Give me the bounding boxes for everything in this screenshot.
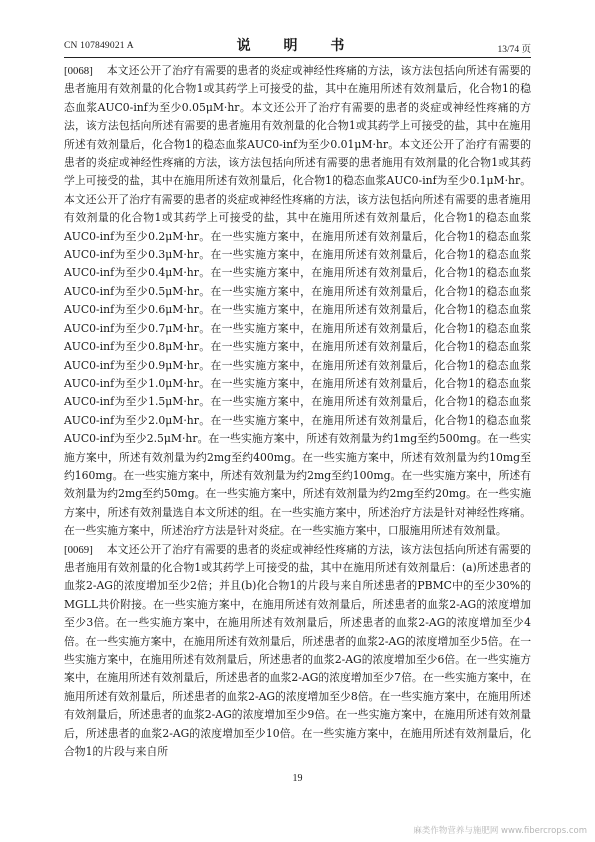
- paragraph-0069: [64, 541, 531, 762]
- page-header: [64, 34, 531, 56]
- document-title: 说 明 书: [236, 38, 359, 54]
- page-number: 19: [292, 773, 303, 784]
- patent-number: CN 107849021 A: [64, 41, 134, 51]
- document-body: [64, 62, 531, 761]
- paragraph-0068: [64, 62, 531, 541]
- paragraph-number: [0069]: [64, 543, 93, 556]
- site-watermark: 麻类作物营养与施肥网 www.fibercrops.com: [413, 826, 587, 836]
- page-of-total: 13/74 页: [497, 45, 531, 55]
- paragraph-text: 本文还公开了治疗有需要的患者的炎症或神经性疼痛的方法，该方法包括向所述有需要的患者施用有效剂量的化合物1或其药学上可接受的盐，其中在施用所述有效剂量后：(a)所述患者的血浆2-AG的浓度增加至少2倍；并且(b)化合物1的片段与来自所述患者的PBMC中的至少30%的MGLL共价附接。在一些实施方案中，在施用所述有效剂量后，所述患者的血浆2-AG的浓度增加至少3倍。在一些实施方案中，在施用所述有效剂量后，所述患者的血浆2-AG的浓度增加至少4倍。在一些实施方案中，在施用所述有效剂量后，所述患者的血浆2-AG的浓度增加至少5倍。在一些实施方案中，在施用所述有效剂量后，所述患者的血浆2-AG的浓度增加至少6倍。在一些实施方案中，在施用所述有效剂量后，所述患者的血浆2-AG的浓度增加至少7倍。在一些实施方案中，在施用所述有效剂量后，所述患者的血浆2-AG的浓度增加至少8倍。在一些实施方案中，在施用所述有效剂量后，所述患者的血浆2-AG的浓度增加至少9倍。在一些实施方案中，在施用所述有效剂量后，所述患者的血浆2-AG的浓度增加至少10倍。在一些实施方案中，在施用所述有效剂量后，化合物1的片段与来自所: [64, 542, 531, 759]
- paragraph-number: [0068]: [64, 65, 93, 77]
- paragraph-text: 本文还公开了治疗有需要的患者的炎症或神经性疼痛的方法，该方法包括向所述有需要的患者施用有效剂量的化合物1或其药学上可接受的盐，其中在施用所述有效剂量后，化合物1的稳态血浆AUC0-inf为至少0.05μM·hr。本文还公开了治疗有需要的患者的炎症或神经性疼痛的方法，该方法包括向所述有需要的患者施用有效剂量的化合物1或其药学上可接受的盐，其中在施用所述有效剂量后，化合物1的稳态血浆AUC0-inf为至少0.01μM·hr。本文还公开了治疗有需要的患者的炎症或神经性疼痛的方法，该方法包括向所述有需要的患者施用有效剂量的化合物1或其药学上可接受的盐，其中在施用所述有效剂量后，化合物1的稳态血浆AUC0-inf为至少0.1μM·hr。本文还公开了治疗有需要的患者的炎症或神经性疼痛的方法，该方法包括向所述有需要的患者施用有效剂量的化合物1或其药学上可接受的盐，其中在施用所述有效剂量后，化合物1的稳态血浆AUC0-inf为至少0.2μM·hr。在一些实施方案中，在施用所述有效剂量后，化合物1的稳态血浆AUC0-inf为至少0.3μM·hr。在一些实施方案中，在施用所述有效剂量后，化合物1的稳态血浆AUC0-inf为至少0.4μM·hr。在一些实施方案中，在施用所述有效剂量后，化合物1的稳态血浆AUC0-inf为至少0.5μM·hr。在一些实施方案中，在施用所述有效剂量后，化合物1的稳态血浆AUC0-inf为至少0.6μM·hr。在一些实施方案中，在施用所述有效剂量后，化合物1的稳态血浆AUC0-inf为至少0.7μM·hr。在一些实施方案中，在施用所述有效剂量后，化合物1的稳态血浆AUC0-inf为至少0.8μM·hr。在一些实施方案中，在施用所述有效剂量后，化合物1的稳态血浆AUC0-inf为至少0.9μM·hr。在一些实施方案中，在施用所述有效剂量后，化合物1的稳态血浆AUC0-inf为至少1.0μM·hr。在一些实施方案中，在施用所述有效剂量后，化合物1的稳态血浆AUC0-inf为至少1.5μM·hr。在一些实施方案中，在施用所述有效剂量后，化合物1的稳态血浆AUC0-inf为至少2.0μM·hr。在一些实施方案中，在施用所述有效剂量后，化合物1的稳态血浆AUC0-inf为至少2.5μM·hr。在一些实施方案中，所述有效剂量为约1mg至约500mg。在一些实施方案中，所述有效剂量为约2mg至约400mg。在一些实施方案中，所述有效剂量为约10mg至约160mg。在一些实施方案中，所述有效剂量为约2mg至约100mg。在一些实施方案中，所述有效剂量为约2mg至约50mg。在一些实施方案中，所述有效剂量为约2mg至约20mg。在一些实施方案中，所述有效剂量选自本文所述的组。在一些实施方案中，所述治疗方法是针对神经性疼痛。在一些实施方案中，所述治疗方法是针对炎症。在一些实施方案中，口服施用所述有效剂量。: [64, 64, 531, 538]
- header-rule: [64, 57, 531, 58]
